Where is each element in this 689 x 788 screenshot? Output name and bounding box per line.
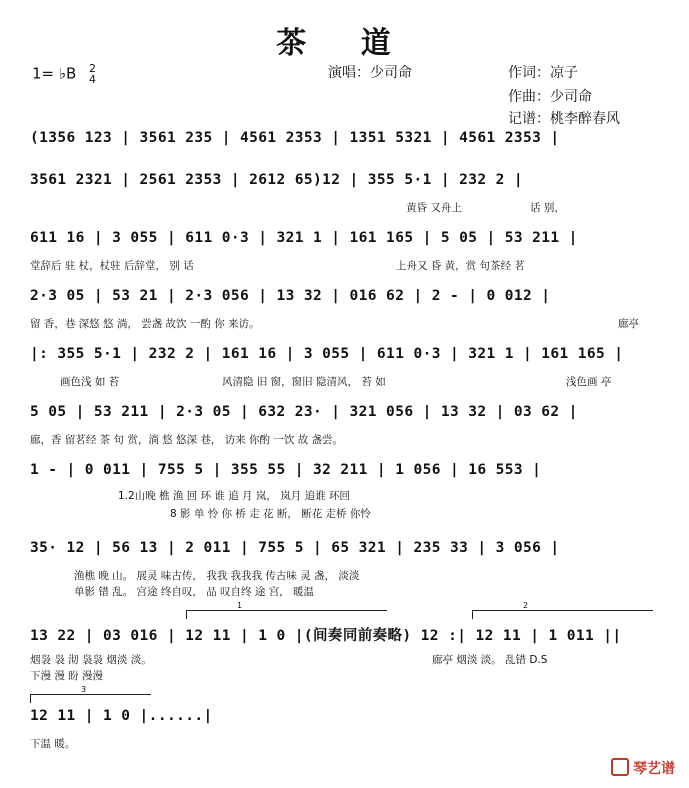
lyric-row-3a: 堂辞后 驻 杖，杖驻 后辞堂， 别 话 <box>30 260 194 272</box>
notes-row-9: 13 22 | 03 016 | 12 11 | 1 0 |(间奏同前奏略) 12 :| 12 11 | 1 011 || <box>30 628 622 644</box>
song-title: 茶 道 <box>276 26 413 61</box>
time-sig-top: 2 <box>89 62 97 75</box>
notes-row-8: 35· 12 | 56 13 | 2 011 | 755 5 | 65 321 | 235 33 | 3 056 | <box>30 540 560 556</box>
volta-2-label: 2 <box>523 601 529 610</box>
volta-1-label: 1 <box>237 601 243 610</box>
notes-row-1: (1356 123 | 3561 235 | 4561 2353 | 1351 5321 | 4561 2353 | <box>30 130 560 146</box>
volta-bracket-1 <box>186 601 387 619</box>
lyric-row-3b: 上舟又 昏 黄，赏 句茶经 茗 <box>396 260 525 272</box>
notes-row-7: 1 - | 0 011 | 755 5 | 355 55 | 32 211 | 1 056 | 16 553 | <box>30 462 542 478</box>
notes-row-3: 611 16 | 3 055 | 611 0·3 | 321 1 | 161 165 | 5 05 | 53 211 | <box>30 230 578 246</box>
lyric-row-9c: 下漫 漫 盼 漫漫 <box>30 670 104 682</box>
lyric-row-7b: 8 影 单 怜 你 桥 走 花 断， 断花 走桥 你怜 <box>170 508 371 520</box>
lyric-row-5b: 风清隐 旧 窗，窗旧 隐清风， 苔 如 <box>222 376 386 388</box>
key-signature <box>32 63 96 85</box>
lyricist-credit: 作词：凉子 <box>508 65 578 81</box>
transcriber-credit: 记谱：桃李醉春风 <box>508 111 620 127</box>
lyric-row-10a: 下温 暖。 <box>30 738 76 750</box>
lyric-row-5a: 画色浅 如 苔 <box>60 376 120 388</box>
notes-row-6: 5 05 | 53 211 | 2·3 05 | 632 23· | 321 056 | 13 32 | 03 62 | <box>30 404 578 420</box>
lyric-row-8b: 单影 错 乱。 宫途 终自叹， 品 叹自终 途 宫， 暖温 <box>74 586 315 598</box>
lyric-row-8a: 渔樵 晚 山。 展灵 味古传， 我我 我我我 传古味 灵 盏， 淡淡 <box>74 570 360 582</box>
lyric-row-2a: 黄昏 又舟上 <box>406 202 462 214</box>
lyric-row-4a: 留 香，巷 深悠 悠 淌， 尝盏 故饮 一酌 你 来访。 <box>30 318 260 330</box>
lyric-row-7a: 1.2山晚 樵 渔 回 环 谁 追 月 岚， 岚月 追谁 环回 <box>118 490 350 502</box>
time-sig-bottom: 4 <box>89 73 97 86</box>
lyric-row-9a: 烟袅 袅 沏 袅袅 烟淡 淡。 <box>30 654 152 666</box>
singer-credit: 演唱：少司命 <box>328 65 412 81</box>
key-label: 1= ♭B <box>32 64 77 83</box>
notes-row-5: |: 355 5·1 | 232 2 | 161 16 | 3 055 | 611 0·3 | 321 1 | 161 165 | <box>30 346 624 362</box>
volta-bracket-3 <box>30 685 151 703</box>
watermark-logo-icon <box>611 758 629 776</box>
composer-credit: 作曲：少司命 <box>508 89 592 105</box>
notes-row-2: 3561 2321 | 2561 2353 | 2612 65)12 | 355 5·1 | 232 2 | <box>30 172 524 188</box>
watermark <box>611 758 675 778</box>
lyric-row-4b: 廊亭 <box>618 318 639 330</box>
lyric-row-5c: 浅色画 亭 <box>566 376 612 388</box>
volta-3-label: 3 <box>81 685 87 694</box>
volta-bracket-2 <box>472 601 653 619</box>
lyric-row-9b: 廊亭 烟淡 淡。 乱错 D.S <box>432 654 548 666</box>
lyric-row-6a: 廊，香 留茗经 茶 句 赏，淌 悠 悠深 巷， 访来 你酌 一饮 故 盏尝。 <box>30 434 344 446</box>
time-signature <box>89 63 96 85</box>
notes-row-10: 12 11 | 1 0 |......| <box>30 708 213 724</box>
lyric-row-2b: 话 别， <box>530 202 565 214</box>
watermark-text: 琴艺谱 <box>633 761 675 777</box>
notes-row-4: 2·3 05 | 53 21 | 2·3 056 | 13 32 | 016 62 | 2 - | 0 012 | <box>30 288 551 304</box>
